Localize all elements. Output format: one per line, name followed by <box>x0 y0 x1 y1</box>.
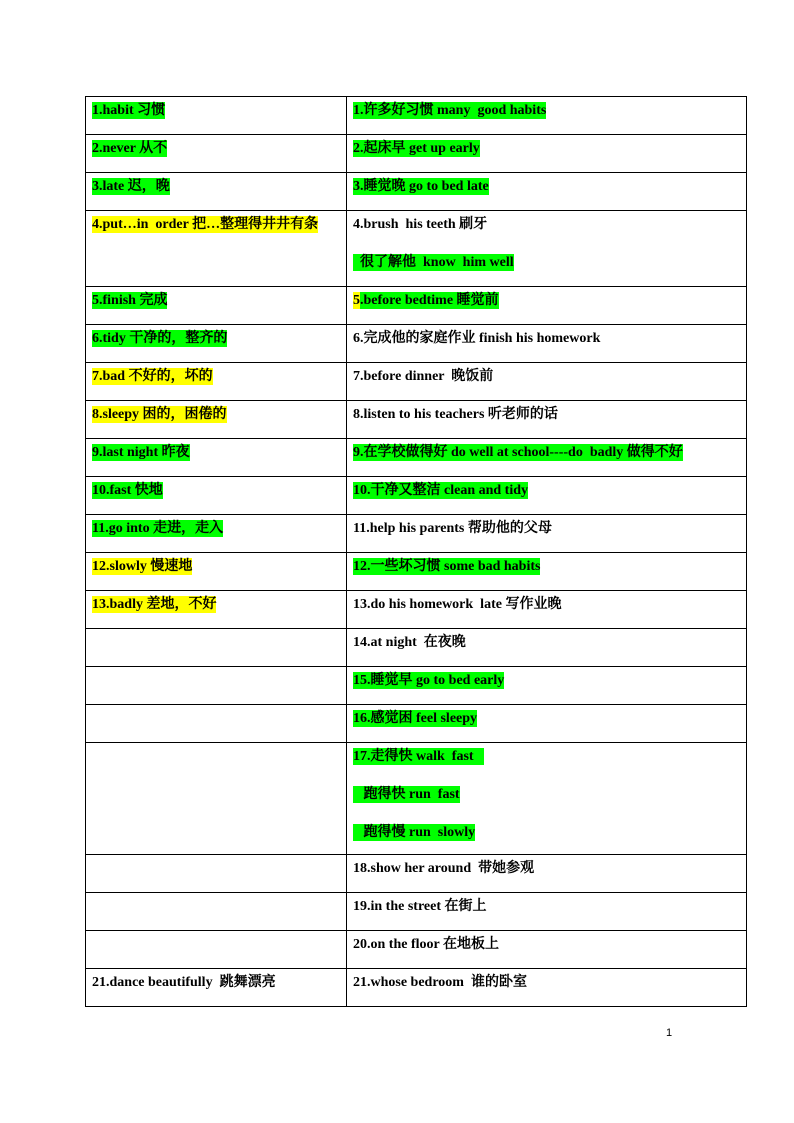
entry-text: 6.完成他的家庭作业 finish his homework <box>353 331 601 346</box>
word-cell <box>86 969 347 1007</box>
highlighted-text: 17.走得快 walk fast <box>353 749 485 764</box>
entry-line <box>353 594 741 616</box>
entry-line <box>92 594 341 616</box>
table-row <box>86 667 747 705</box>
highlighted-text: 3.睡觉晚 go to bed late <box>353 179 489 194</box>
table-row <box>86 211 747 287</box>
word-cell <box>86 401 347 439</box>
highlighted-text: 3.late 迟，晚 <box>92 179 170 194</box>
table-row <box>86 969 747 1007</box>
entry-text: 18.show her around 带她参观 <box>353 861 535 876</box>
entry-line <box>353 934 741 956</box>
phrase-cell <box>347 705 747 743</box>
word-cell <box>86 743 347 855</box>
highlighted-text: 10.fast 快地 <box>92 483 163 498</box>
table-row <box>86 401 747 439</box>
phrase-cell <box>347 969 747 1007</box>
entry-line <box>353 252 741 274</box>
entry-line <box>92 972 341 994</box>
highlighted-text: 8.sleepy 困的，困倦的 <box>92 407 227 422</box>
highlighted-text: 12.slowly 慢速地 <box>92 559 193 574</box>
entry-line <box>92 290 341 312</box>
entry-text: 14.at night 在夜晚 <box>353 635 466 650</box>
entry-line <box>353 746 741 768</box>
word-cell <box>86 325 347 363</box>
vocabulary-table <box>85 96 747 1007</box>
highlighted-text: 5.finish 完成 <box>92 293 168 308</box>
entry-line <box>353 176 741 198</box>
entry-line <box>92 328 341 350</box>
entry-line <box>353 442 741 464</box>
highlighted-text: 4.put…in order 把…整理得井井有条 <box>92 217 319 232</box>
highlighted-text: 1.许多好习惯 many good habits <box>353 103 547 118</box>
highlighted-text: 2.never 从不 <box>92 141 168 156</box>
entry-text: 19.in the street 在街上 <box>353 899 487 914</box>
phrase-cell <box>347 401 747 439</box>
table-row <box>86 97 747 135</box>
highlighted-text: 跑得慢 run slowly <box>353 825 476 840</box>
phrase-cell <box>347 931 747 969</box>
table-row <box>86 363 747 401</box>
table-row <box>86 553 747 591</box>
phrase-cell <box>347 629 747 667</box>
highlighted-text: 1.habit 习惯 <box>92 103 166 118</box>
word-cell <box>86 173 347 211</box>
table-row <box>86 439 747 477</box>
entry-line <box>353 290 741 312</box>
page-number: 1 <box>666 1027 673 1039</box>
word-cell <box>86 97 347 135</box>
entry-line <box>92 366 341 388</box>
highlighted-text: 6.tidy 干净的，整齐的 <box>92 331 228 346</box>
entry-line <box>353 822 741 844</box>
phrase-cell <box>347 135 747 173</box>
word-cell <box>86 629 347 667</box>
word-cell <box>86 705 347 743</box>
entry-text: 4.brush his teeth 刷牙 <box>353 217 488 232</box>
word-cell <box>86 667 347 705</box>
word-cell <box>86 855 347 893</box>
word-cell <box>86 439 347 477</box>
entry-line <box>353 632 741 654</box>
highlighted-text: 5 <box>353 293 360 308</box>
phrase-cell <box>347 667 747 705</box>
highlighted-text: 16.感觉困 feel sleepy <box>353 711 478 726</box>
phrase-cell <box>347 515 747 553</box>
table-row <box>86 287 747 325</box>
table-row <box>86 893 747 931</box>
highlighted-text: 9.last night 昨夜 <box>92 445 190 460</box>
entry-line <box>353 366 741 388</box>
highlighted-text: 跑得快 run fast <box>353 787 460 802</box>
table-row <box>86 743 747 855</box>
entry-line <box>92 404 341 426</box>
entry-line <box>92 176 341 198</box>
table-row <box>86 135 747 173</box>
word-cell <box>86 591 347 629</box>
entry-line <box>353 556 741 578</box>
phrase-cell <box>347 363 747 401</box>
table-row <box>86 629 747 667</box>
highlighted-text: 11.go into 走进，走入 <box>92 521 224 536</box>
vocabulary-table-body <box>86 97 747 1007</box>
highlighted-text: 13.badly 差地，不好 <box>92 597 217 612</box>
phrase-cell <box>347 97 747 135</box>
highlighted-text: 2.起床早 get up early <box>353 141 480 156</box>
word-cell <box>86 893 347 931</box>
entry-line <box>353 858 741 880</box>
word-cell <box>86 363 347 401</box>
phrase-cell <box>347 211 747 287</box>
phrase-cell <box>347 743 747 855</box>
entry-text: 11.help his parents 帮助他的父母 <box>353 521 552 536</box>
word-cell <box>86 211 347 287</box>
word-cell <box>86 553 347 591</box>
entry-text: 20.on the floor 在地板上 <box>353 937 499 952</box>
word-cell <box>86 931 347 969</box>
phrase-cell <box>347 855 747 893</box>
word-cell <box>86 515 347 553</box>
entry-line <box>92 480 341 502</box>
entry-line <box>92 100 341 122</box>
entry-line <box>353 896 741 918</box>
entry-line <box>92 518 341 540</box>
phrase-cell <box>347 477 747 515</box>
entry-text: 21.dance beautifully 跳舞漂亮 <box>92 975 276 990</box>
phrase-cell <box>347 553 747 591</box>
entry-line <box>92 214 341 236</box>
table-row <box>86 855 747 893</box>
word-cell <box>86 135 347 173</box>
table-row <box>86 515 747 553</box>
entry-line <box>92 442 341 464</box>
entry-line <box>353 670 741 692</box>
highlighted-text: 7.bad 不好的，坏的 <box>92 369 213 384</box>
entry-text: 8.listen to his teachers 听老师的话 <box>353 407 558 422</box>
entry-line <box>353 138 741 160</box>
entry-line <box>353 518 741 540</box>
phrase-cell <box>347 439 747 477</box>
phrase-cell <box>347 287 747 325</box>
highlighted-text: .before bedtime 睡觉前 <box>360 293 499 308</box>
highlighted-text: 12.一些坏习惯 some bad habits <box>353 559 541 574</box>
highlighted-text: 10.干净又整洁 clean and tidy <box>353 483 529 498</box>
entry-text: 21.whose bedroom 谁的卧室 <box>353 975 527 990</box>
word-cell <box>86 477 347 515</box>
entry-line <box>353 972 741 994</box>
highlighted-text: 很了解他 know him well <box>353 255 514 270</box>
table-row <box>86 173 747 211</box>
highlighted-text: 15.睡觉早 go to bed early <box>353 673 505 688</box>
entry-line <box>353 328 741 350</box>
entry-line <box>92 138 341 160</box>
word-cell <box>86 287 347 325</box>
entry-line <box>353 214 741 236</box>
table-row <box>86 931 747 969</box>
phrase-cell <box>347 325 747 363</box>
entry-text: 7.before dinner 晚饭前 <box>353 369 494 384</box>
highlighted-text: 9.在学校做得好 do well at school----do badly 做得不好 <box>353 445 683 460</box>
phrase-cell <box>347 173 747 211</box>
entry-line <box>353 480 741 502</box>
table-row <box>86 325 747 363</box>
entry-line <box>353 100 741 122</box>
entry-line <box>353 404 741 426</box>
table-row <box>86 591 747 629</box>
entry-line <box>92 556 341 578</box>
entry-line <box>353 708 741 730</box>
entry-text: 13.do his homework late 写作业晚 <box>353 597 562 612</box>
phrase-cell <box>347 893 747 931</box>
table-row <box>86 705 747 743</box>
phrase-cell <box>347 591 747 629</box>
entry-line <box>353 784 741 806</box>
table-row <box>86 477 747 515</box>
